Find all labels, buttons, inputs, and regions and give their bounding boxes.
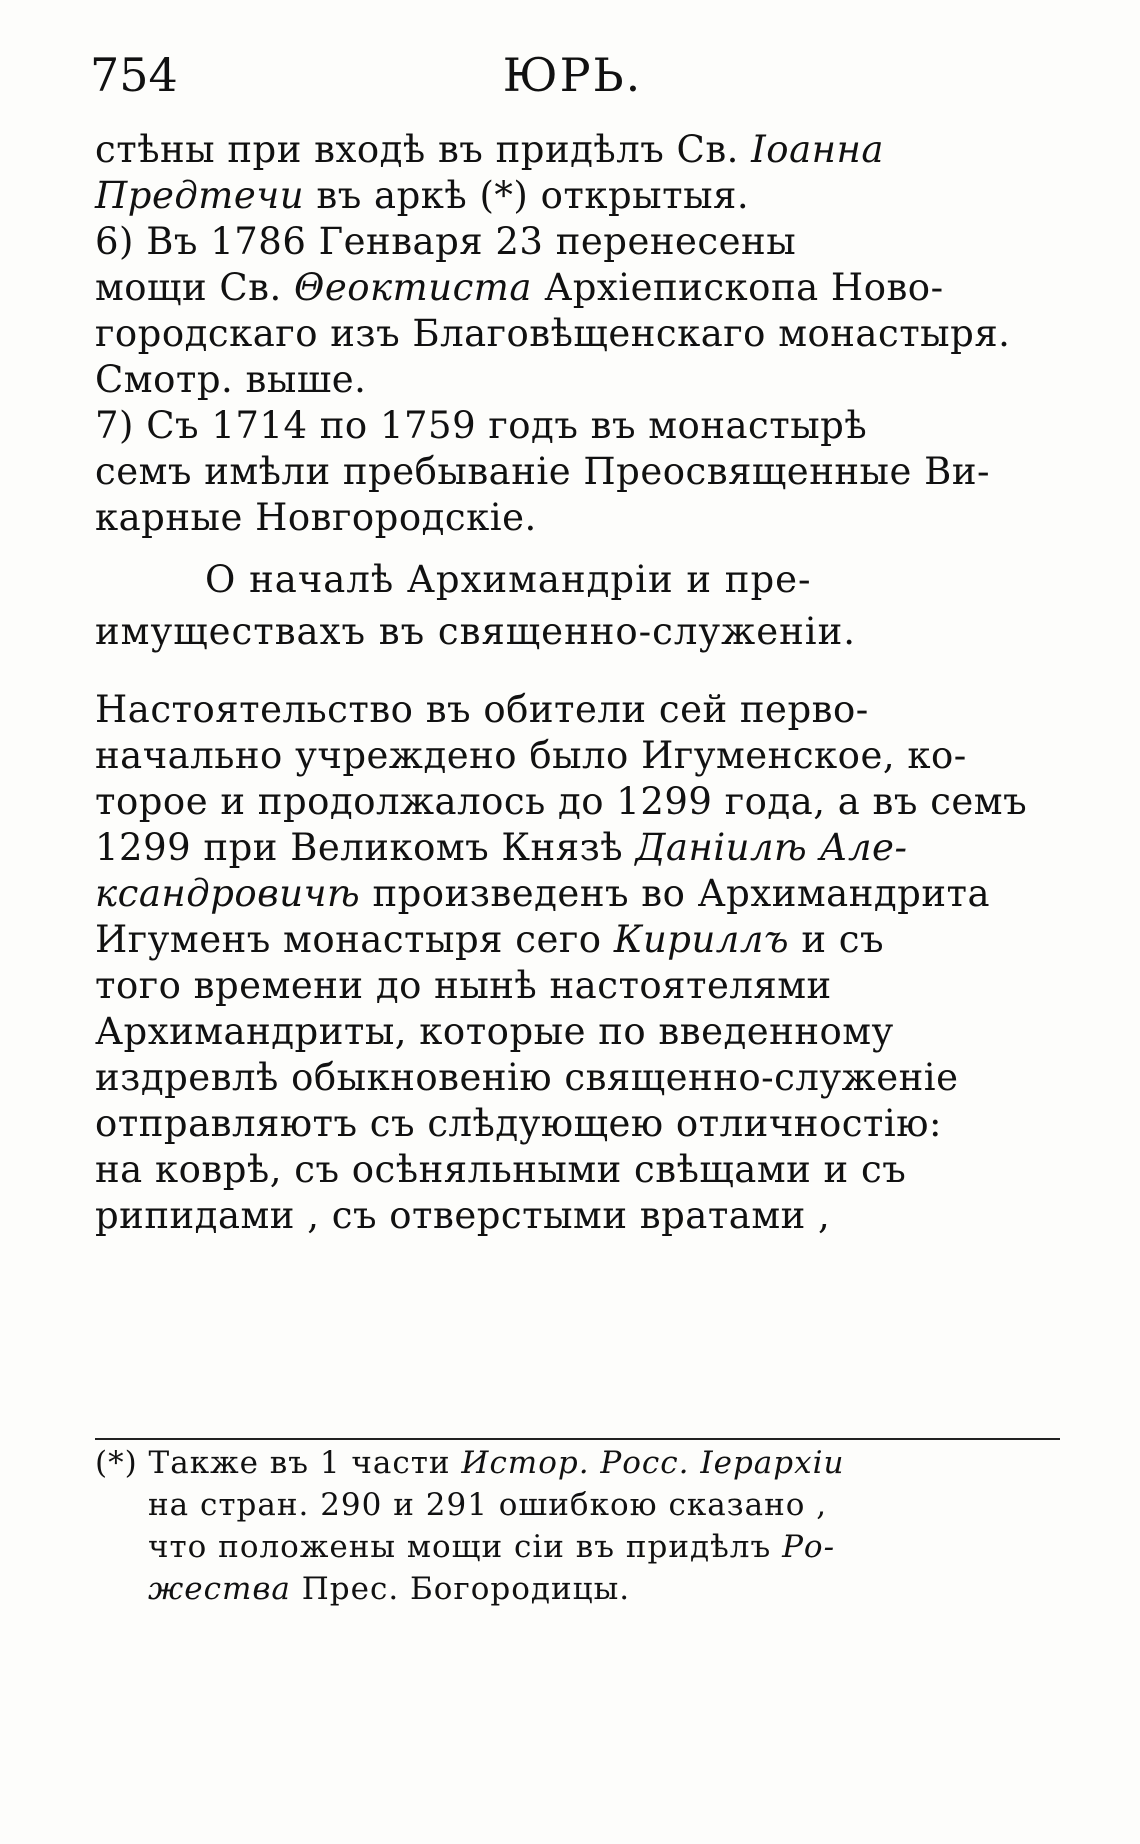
body-line	[95, 964, 832, 1007]
footnote-line	[148, 1529, 835, 1565]
text-run: Даніилѣ Але-	[635, 826, 908, 869]
text-run: Смотр. выше.	[95, 358, 367, 401]
text-line	[95, 266, 944, 309]
body-line	[95, 826, 907, 869]
text-run: карные Новгородскіе.	[95, 496, 537, 539]
text-line	[95, 174, 749, 217]
text-run: рипидами , съ отверстыми вратами ,	[95, 1194, 831, 1237]
footnote-line	[95, 1445, 845, 1481]
running-head: ЮРЬ.	[502, 48, 643, 102]
page-number: 754	[90, 48, 178, 102]
text-run: 7) Съ 1714 по 1759 годъ въ монастырѣ	[95, 404, 868, 447]
footnote-line	[148, 1571, 630, 1607]
text-run: Ро-	[782, 1529, 836, 1565]
text-run: стѣны при входѣ въ придѣлъ Св.	[95, 128, 752, 171]
text-run: семъ имѣли пребываніе Преосвященные Ви-	[95, 450, 990, 493]
text-run: на коврѣ, съ осѣняльными свѣщами и съ	[95, 1148, 907, 1191]
text-run: въ аркѣ (*) открытыя.	[304, 174, 750, 217]
text-run: ксандровичѣ	[95, 872, 361, 915]
text-run: Игуменъ монастыря сего	[95, 918, 614, 961]
heading-line: имуществахъ въ священно-служеніи.	[95, 610, 857, 653]
text-run: того времени до нынѣ настоятелями	[95, 964, 832, 1007]
text-run: Кириллъ	[613, 918, 790, 961]
text-run: 6) Въ 1786 Генваря 23 перенесены	[95, 220, 797, 263]
text-line	[95, 450, 990, 493]
text-run: Истор. Росс. Іерархіи	[461, 1445, 845, 1481]
text-run: и съ	[789, 918, 885, 961]
heading-line: О началѣ Архимандріи и пре-	[205, 558, 812, 601]
text-run: Настоятельство въ обители сей перво-	[95, 688, 869, 731]
text-run: что положены мощи сіи въ придѣлъ	[148, 1529, 783, 1565]
page-header	[90, 48, 1055, 118]
text-run: Архимандриты, которые по введенному	[95, 1010, 894, 1053]
body-line	[95, 734, 967, 777]
footnote-line	[148, 1487, 827, 1523]
body-line	[95, 1148, 906, 1191]
text-run: торое и продолжалось до 1299 года, а въ семъ	[95, 780, 1028, 823]
text-run: издревлѣ обыкновенію священно-служеніе	[95, 1056, 959, 1099]
text-run: (*) Также въ 1 части	[95, 1445, 462, 1481]
text-line	[95, 128, 884, 171]
text-run: Прес. Богородицы.	[290, 1571, 631, 1607]
body-line	[95, 918, 884, 961]
footnote-rule	[95, 1438, 1060, 1440]
text-line	[95, 220, 796, 263]
body-line	[95, 1194, 830, 1237]
text-run: городскаго изъ Благовѣщенскаго монастыря.	[95, 312, 1011, 355]
text-run: произведенъ во Архимандрита	[360, 872, 991, 915]
text-run: начально учреждено было Игуменское, ко-	[95, 734, 967, 777]
text-run: Іоанна	[751, 128, 884, 171]
text-run: мощи Св.	[95, 266, 295, 309]
body-line	[95, 1102, 942, 1145]
body-line	[95, 872, 990, 915]
text-run: на стран. 290 и 291 ошибкою сказано ,	[148, 1487, 828, 1523]
text-line	[95, 496, 537, 539]
text-line	[95, 404, 867, 447]
text-line	[95, 358, 366, 401]
text-line	[95, 312, 1010, 355]
body-line	[95, 780, 1027, 823]
body-line	[95, 688, 869, 731]
body-line	[95, 1056, 958, 1099]
text-run: отправляютъ съ слѣдующею отличностію:	[95, 1102, 942, 1145]
text-run: Θеоктиста	[294, 266, 532, 309]
text-run: жества	[148, 1571, 291, 1607]
body-line	[95, 1010, 894, 1053]
text-run: Архіепископа Ново-	[531, 266, 944, 309]
text-run: 1299 при Великомъ Князѣ	[95, 826, 636, 869]
text-run: Предтечи	[95, 174, 305, 217]
